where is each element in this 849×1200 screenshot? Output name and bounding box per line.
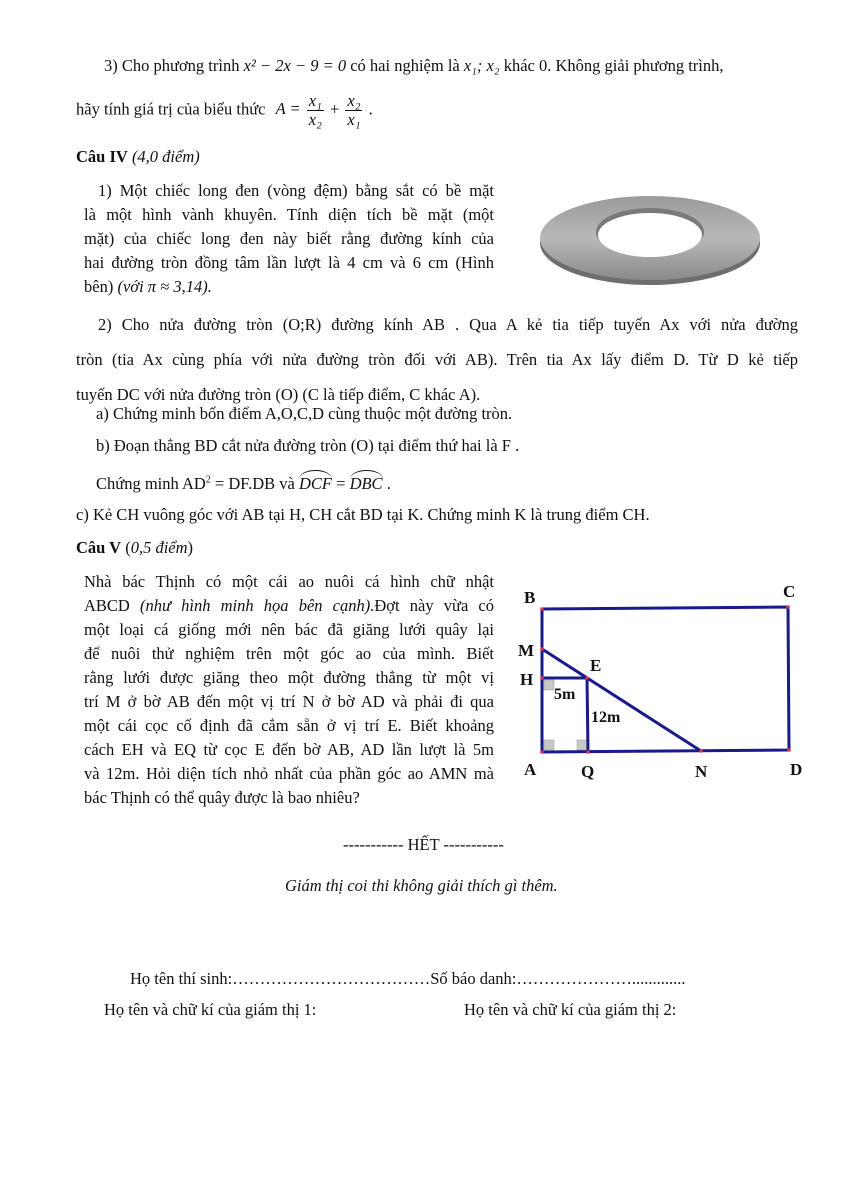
plus-sign: + bbox=[329, 99, 340, 119]
q5-line-2 bbox=[84, 594, 494, 618]
point-d bbox=[787, 748, 791, 752]
q3-tail: khác 0. Không giải phương trình, bbox=[503, 56, 724, 75]
label-q: Q bbox=[581, 762, 595, 781]
proctor-2-signature: Họ tên và chữ kí của giám thị 2: bbox=[464, 1000, 677, 1019]
heading-label: Câu V bbox=[76, 538, 122, 557]
q5-line2-italic: (như hình minh họa bên cạnh). bbox=[140, 596, 375, 615]
q3-mid: có hai nghiệm là bbox=[350, 56, 460, 75]
question-3-line-1 bbox=[104, 56, 724, 76]
question-4-part-1 bbox=[84, 179, 494, 299]
frac2-den: x₁ bbox=[347, 110, 361, 129]
point-e bbox=[585, 676, 589, 680]
fraction-2 bbox=[345, 92, 362, 129]
q3-label: 3) Cho phương trình bbox=[104, 56, 240, 75]
question-4-part-a: a) Chứng minh bốn điểm A,O,C,D cùng thuộc một đường tròn. bbox=[96, 404, 513, 423]
question-4-part-c: c) Kẻ CH vuông góc với AB tại H, CH cắt BD tại K. Chứng minh K là trung điểm CH. bbox=[76, 505, 650, 524]
b2-mid: = DF.DB và bbox=[210, 474, 299, 493]
label-e: E bbox=[590, 656, 602, 675]
right-angle-marker-q bbox=[577, 740, 587, 750]
period: . bbox=[368, 99, 373, 119]
q5-line2-b: Đợt này vừa có bbox=[374, 596, 494, 615]
p2-line: tuyến DC với nửa đường tròn (O) (C là tiếp điểm, C khác A). bbox=[76, 385, 481, 404]
label-a: A bbox=[524, 760, 537, 779]
point-n bbox=[699, 749, 703, 753]
proctor-note: Giám thị coi thi không giải thích gì thêm. bbox=[285, 876, 558, 895]
points: 0,5 điểm bbox=[130, 538, 188, 557]
question-5-heading bbox=[76, 538, 193, 558]
label-c: C bbox=[783, 582, 796, 601]
point-m bbox=[540, 647, 544, 651]
q5-line: và 12m. Hỏi diện tích nhỏ nhất của phần góc ao AMN mà bbox=[84, 764, 494, 783]
p1-last-prefix: bên) bbox=[84, 277, 114, 296]
q5-line: bác Thịnh có thể quây được là bao nhiêu? bbox=[84, 788, 360, 807]
question-4-part-b-proof bbox=[96, 474, 391, 494]
label-d: D bbox=[790, 760, 803, 779]
washer-hole bbox=[598, 213, 702, 257]
point-h bbox=[540, 676, 544, 680]
segment-eq bbox=[587, 678, 588, 752]
q5-line2-a: ABCD bbox=[84, 596, 140, 615]
candidate-info-line: Họ tên thí sinh:………………………………Số báo danh:…………………............. bbox=[130, 969, 686, 988]
right-angle-marker-h bbox=[544, 680, 554, 690]
end-marker: ----------- HẾT ----------- bbox=[343, 835, 504, 854]
q5-line: rằng lưới được giăng theo một đường thẳng từ một vị bbox=[84, 668, 494, 687]
p1-line: hai đường tròn đồng tâm lần lượt là 4 cm và 6 cm (Hình bbox=[84, 253, 494, 272]
right-angle-marker-a bbox=[544, 740, 554, 750]
b2-end: . bbox=[382, 474, 391, 493]
p2-line: 2) Cho nửa đường tròn (O;R) đường kính AB . Qua A kẻ tia tiếp tuyến Ax với nửa đường bbox=[98, 315, 798, 334]
q3-line2-prefix: hãy tính giá trị của biểu thức bbox=[76, 99, 266, 119]
q5-line: trí M ở bờ AB đến một vị trí N ở bờ AD và phải đi qua bbox=[84, 692, 494, 711]
fraction-1 bbox=[307, 92, 324, 129]
p2-line: tròn (tia Ax cùng phía với nửa đường tròn đối với AB). Trên tia Ax lấy điểm D. Từ D kẻ tiếp bbox=[76, 350, 798, 369]
point-b bbox=[540, 607, 544, 611]
point-a bbox=[540, 750, 544, 754]
p1-line: mặt) của chiếc long đen này biết rằng đường kính của bbox=[84, 229, 494, 248]
q5-line: một loại cá giống mới nên bác đã giăng lưới quây lại bbox=[84, 620, 494, 639]
question-4-part-b: b) Đoạn thẳng BD cắt nửa đường tròn (O) tại điểm thứ hai là F . bbox=[96, 436, 520, 455]
q5-line: để nuôi thử nghiệm trên một góc ao của mình. Biết bbox=[84, 644, 494, 663]
label-eh-length: 5m bbox=[554, 686, 576, 703]
p1-line-last bbox=[84, 275, 494, 299]
label-m: M bbox=[518, 641, 535, 660]
proctor-1-signature: Họ tên và chữ kí của giám thị 1: bbox=[104, 1000, 317, 1019]
pond-diagram bbox=[510, 575, 820, 790]
point-q bbox=[586, 750, 590, 754]
roots: x₁; x₂ bbox=[463, 56, 500, 75]
question-4-part-2 bbox=[76, 307, 798, 412]
q5-line: cách EH và EQ từ cọc E đến bờ AB, AD lần lượt là 5m bbox=[84, 740, 494, 759]
b2-prefix: Chứng minh AD bbox=[96, 474, 206, 493]
frac1-num: x₁ bbox=[308, 91, 322, 110]
p1-line: là một hình vành khuyên. Tính diện tích bề mặt (một bbox=[84, 205, 494, 224]
q5-line: một cái cọc cố định đã cắm sẵn ở vị trí E. Biết khoảng bbox=[84, 716, 494, 735]
angle-dbc: DBC bbox=[349, 474, 383, 493]
frac1-den: x₂ bbox=[308, 110, 322, 129]
b2-sup: 2 bbox=[205, 474, 211, 486]
frac2-num: x₂ bbox=[347, 91, 361, 110]
question-4-heading bbox=[76, 147, 200, 167]
washer-image bbox=[530, 185, 770, 290]
label-b: B bbox=[524, 588, 536, 607]
label-eq-length: 12m bbox=[591, 709, 621, 726]
paren-close: ) bbox=[187, 538, 194, 557]
b2-eq: = bbox=[332, 474, 350, 493]
pi-approx: (với π ≈ 3,14). bbox=[117, 277, 212, 296]
question-5-body bbox=[84, 570, 494, 810]
heading-label: Câu IV bbox=[76, 147, 128, 166]
paren-open: ( bbox=[125, 538, 131, 557]
points: (4,0 điểm) bbox=[131, 147, 200, 166]
label-h: H bbox=[520, 670, 534, 689]
q5-line: Nhà bác Thịnh có một cái ao nuôi cá hình chữ nhật bbox=[84, 572, 494, 591]
angle-dcf: DCF bbox=[299, 474, 332, 493]
point-c bbox=[786, 605, 790, 609]
p1-line: 1) Một chiếc long đen (vòng đệm) bằng sắt có bề mặt bbox=[98, 181, 494, 200]
question-3-line-2 bbox=[76, 92, 373, 129]
label-n: N bbox=[695, 762, 708, 781]
equation: x² − 2x − 9 = 0 bbox=[243, 56, 347, 75]
expr-lhs: A = bbox=[275, 99, 301, 119]
